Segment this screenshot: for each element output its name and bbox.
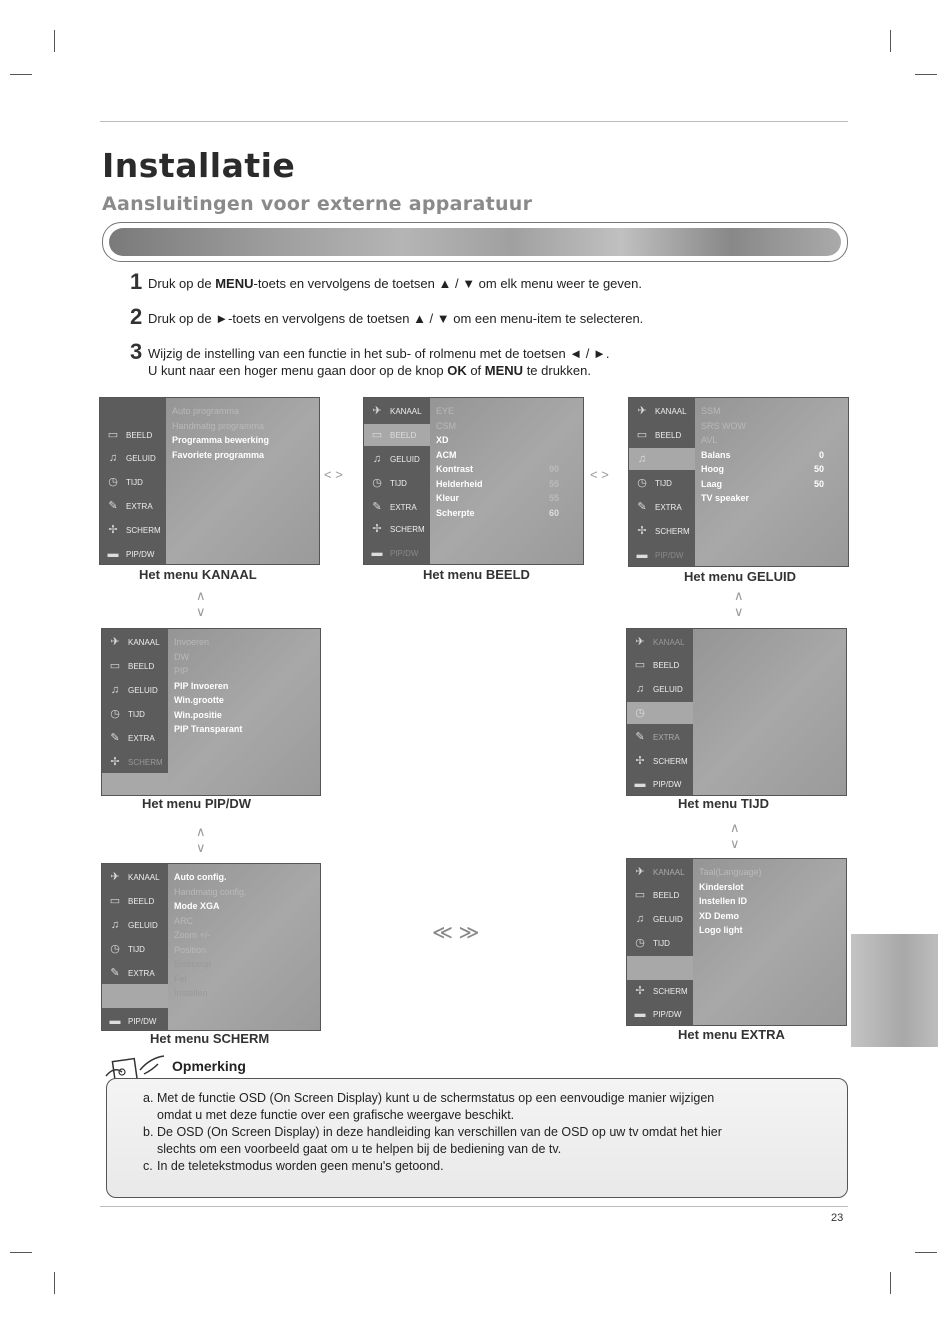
tab-pipdw[interactable]: ▬ PIP/DW xyxy=(371,547,419,559)
menu-scherm xyxy=(101,863,321,1031)
pip-icon xyxy=(108,778,122,790)
menu-item[interactable]: Position xyxy=(174,944,207,955)
wrench-icon: ✎ xyxy=(635,731,645,743)
menu-extra xyxy=(626,858,847,1026)
picture-icon: ▭ xyxy=(109,660,121,672)
arrow-big: ≪ ≫ xyxy=(432,922,480,944)
menu-item[interactable]: Zoom +/- xyxy=(174,930,211,940)
menu-item[interactable]: Handmatig config. xyxy=(174,886,247,897)
menu-geluid xyxy=(628,397,849,567)
tab-pipdw[interactable]: ▬ PIP/DW xyxy=(634,1008,682,1020)
caption-tijd: Het menu TIJD xyxy=(678,796,770,811)
menu-item[interactable]: TV speaker xyxy=(701,493,750,503)
menu-item[interactable]: SSM xyxy=(701,406,721,416)
menu-item[interactable]: Laag 50 xyxy=(701,478,824,489)
clock-icon: ◷ xyxy=(637,477,647,489)
menu-item[interactable]: SRS WOW xyxy=(701,420,746,431)
arrow-down: ∨ xyxy=(730,836,740,851)
tab-beeld[interactable]: ▭ BEELD xyxy=(107,429,153,441)
tab-pipdw[interactable]: ▬ PIP/DW xyxy=(109,1015,157,1027)
section-bar xyxy=(102,222,848,262)
antenna-icon: ✈ xyxy=(637,405,647,417)
menu-kanaal xyxy=(99,397,320,565)
note-heading: Opmerking xyxy=(172,1058,246,1074)
wrench-icon: ✎ xyxy=(108,500,118,512)
menu-items xyxy=(436,404,579,520)
note-line: c. In de teletekstmodus worden geen menu's getoond. xyxy=(143,1159,444,1173)
tab-kanaal[interactable]: ✈ KANAAL xyxy=(364,400,430,422)
pip-icon: ▬ xyxy=(634,1008,646,1020)
crop-mark xyxy=(915,74,937,75)
menu-item[interactable]: Instellen ID xyxy=(699,896,748,906)
tab-beeld[interactable]: ▭ BEELD xyxy=(364,424,430,446)
arrow-horizontal: < > xyxy=(590,467,609,482)
menu-item[interactable]: Kinderslot xyxy=(699,881,744,892)
wrench-icon: ✎ xyxy=(110,967,120,979)
screen-icon: ✢ xyxy=(108,524,118,536)
note-line: b. De OSD (On Screen Display) in deze handleiding kan verschillen van de OSD op uw tv omdat het hier xyxy=(143,1125,722,1139)
menu-item[interactable]: AVL xyxy=(701,435,718,445)
menu-item[interactable]: XD Demo xyxy=(699,910,740,921)
menu-item[interactable]: Mode XGA xyxy=(174,901,220,911)
menu-pipdw xyxy=(101,628,321,796)
caption-kanaal: Het menu KANAAL xyxy=(139,567,257,582)
screen-icon: ✢ xyxy=(110,756,120,768)
menu-items xyxy=(172,404,315,462)
menu-item[interactable]: Fel xyxy=(174,973,187,984)
speaker-icon: ♫ xyxy=(372,453,382,465)
arrow-down: ∨ xyxy=(196,840,206,855)
menu-item[interactable]: Win.grootte xyxy=(174,695,224,705)
menu-item[interactable]: DW xyxy=(174,651,189,662)
crop-mark xyxy=(10,1252,32,1253)
speaker-icon: ♫ xyxy=(637,453,647,465)
clock-icon: ◷ xyxy=(108,476,118,488)
tab-geluid[interactable]: ♫ GELUID xyxy=(627,678,693,700)
speaker-icon: ♫ xyxy=(108,452,118,464)
screen-icon xyxy=(108,990,122,1002)
screen-icon: ✢ xyxy=(637,525,647,537)
tab-beeld[interactable]: ▭ BEELD xyxy=(109,660,155,672)
speaker-icon: ♫ xyxy=(110,919,120,931)
tab-beeld[interactable]: ▭ BEELD xyxy=(109,895,155,907)
crop-mark xyxy=(890,1272,891,1294)
caption-scherm: Het menu SCHERM xyxy=(150,1031,270,1046)
menu-item[interactable]: ACM xyxy=(436,449,457,460)
menu-item[interactable]: PIP Transparant xyxy=(174,724,243,734)
menu-item[interactable]: Kontrast 90 xyxy=(436,464,559,474)
picture-icon: ▭ xyxy=(109,895,121,907)
menu-item[interactable]: Balans 0 xyxy=(701,449,824,460)
antenna-icon: ✈ xyxy=(635,866,645,878)
screen-icon: ✢ xyxy=(372,523,382,535)
page-number: 23 xyxy=(831,1212,844,1224)
tab-scherm[interactable]: ✢ SCHERM xyxy=(629,520,695,542)
crop-mark xyxy=(54,30,55,52)
menu-item[interactable]: PIP Invoeren xyxy=(174,680,229,691)
arrow-down: ∨ xyxy=(196,604,206,619)
arrow-up: ∧ xyxy=(196,824,206,839)
menu-item[interactable]: EYE xyxy=(436,406,455,416)
tab-extra[interactable]: ✎ EXTRA xyxy=(627,726,693,748)
menu-item[interactable]: Handmatig programma xyxy=(172,420,265,431)
menu-item[interactable]: Kleur 55 xyxy=(436,493,559,503)
crop-mark xyxy=(890,30,891,52)
clock-icon: ◷ xyxy=(372,477,382,489)
crop-mark xyxy=(54,1272,55,1294)
picture-icon: ▭ xyxy=(634,889,646,901)
menu-item[interactable]: Favoriete programma xyxy=(172,449,265,460)
tab-kanaal[interactable]: ✈ KANAAL xyxy=(627,631,693,653)
note-line: a. Met de functie OSD (On Screen Display) kunt u de schermstatus op een eenvoudige manier wijzigen xyxy=(143,1091,715,1105)
clock-icon: ◷ xyxy=(635,937,645,949)
wrench-icon: ✎ xyxy=(372,501,382,513)
tab-scherm[interactable] xyxy=(102,984,168,1008)
tab-kanaal[interactable]: ✈ KANAAL xyxy=(629,400,695,422)
menu-items xyxy=(174,870,316,1001)
tab-tijd[interactable]: ◷ TIJD xyxy=(100,471,166,493)
menu-beeld xyxy=(363,397,584,565)
wrench-icon: ✎ xyxy=(110,732,120,744)
screen-icon: ✢ xyxy=(635,985,645,997)
menu-item[interactable]: Invoeren xyxy=(174,637,210,647)
antenna-icon: ✈ xyxy=(110,636,120,648)
menu-tijd xyxy=(626,628,847,796)
menu-item[interactable]: Instellen xyxy=(174,988,208,998)
tab-geluid[interactable]: ♫ GELUID xyxy=(364,448,430,470)
tab-kanaal[interactable]: ✈ KANAAL xyxy=(102,631,168,653)
tab-geluid[interactable]: ♫ GELUID xyxy=(100,447,166,469)
menu-item[interactable]: Helderheid 55 xyxy=(436,478,559,489)
picture-icon: ▭ xyxy=(634,659,646,671)
tab-scherm[interactable]: ✢ SCHERM xyxy=(627,980,693,1002)
antenna-icon: ✈ xyxy=(372,405,382,417)
tab-beeld[interactable]: ▭ BEELD xyxy=(634,889,680,901)
caption-pipdw: Het menu PIP/DW xyxy=(142,796,252,811)
caption-beeld: Het menu BEELD xyxy=(423,567,530,582)
tab-scherm[interactable]: ✢ SCHERM xyxy=(627,750,693,772)
clock-icon: ◷ xyxy=(110,943,120,955)
menu-item[interactable]: Taal(Language) xyxy=(699,867,762,877)
tab-beeld[interactable]: ▭ BEELD xyxy=(636,429,682,441)
tab-extra[interactable]: ✎ EXTRA xyxy=(364,496,430,518)
pip-icon: ▬ xyxy=(109,1015,121,1027)
picture-icon: ▭ xyxy=(107,429,119,441)
tab-pipdw[interactable]: ▬ PIP/DW xyxy=(634,778,682,790)
menu-items xyxy=(701,404,844,506)
wrench-icon xyxy=(633,962,647,974)
menu-item[interactable]: Logo light xyxy=(699,925,743,935)
pip-icon: ▬ xyxy=(636,549,648,561)
page-title: Installatie xyxy=(102,146,296,185)
speaker-icon: ♫ xyxy=(635,913,645,925)
arrow-horizontal: < > xyxy=(324,467,343,482)
tab-tijd[interactable]: ◷ TIJD xyxy=(102,938,168,960)
tab-tijd[interactable]: ◷ TIJD xyxy=(364,472,430,494)
tab-tijd[interactable]: ◷ TIJD xyxy=(102,703,168,725)
tab-geluid[interactable]: ♫ GELUID xyxy=(102,914,168,936)
pip-icon: ▬ xyxy=(107,548,119,560)
menu-item[interactable]: Win.positie xyxy=(174,709,222,720)
tab-tijd[interactable]: ◷ TIJD xyxy=(627,932,693,954)
page-edge-tab xyxy=(851,934,938,1047)
antenna-icon: ✈ xyxy=(635,636,645,648)
tab-tijd[interactable]: ◷ TIJD xyxy=(629,472,695,494)
top-rule xyxy=(100,121,848,122)
tab-geluid[interactable] xyxy=(629,448,695,470)
tab-extra[interactable]: ✎ EXTRA xyxy=(100,495,166,517)
caption-extra: Het menu EXTRA xyxy=(678,1027,785,1042)
tab-beeld[interactable]: ▭ BEELD xyxy=(634,659,680,671)
menu-item[interactable]: Hoog 50 xyxy=(701,464,824,474)
tab-tijd[interactable] xyxy=(627,702,693,724)
tab-geluid[interactable]: ♫ GELUID xyxy=(627,908,693,930)
tab-pipdw[interactable]: ▬ PIP/DW xyxy=(636,549,684,561)
pip-icon: ▬ xyxy=(371,547,383,559)
menu-item[interactable]: Programma bewerking xyxy=(172,435,270,445)
arrow-down: ∨ xyxy=(734,604,744,619)
speaker-icon: ♫ xyxy=(110,684,120,696)
clock-icon: ◷ xyxy=(110,708,120,720)
tab-extra[interactable] xyxy=(627,956,693,980)
menu-item[interactable]: XD xyxy=(436,435,449,445)
tab-extra[interactable]: ✎ EXTRA xyxy=(102,962,168,984)
menu-item[interactable]: Auto config. xyxy=(174,872,227,882)
tab-extra[interactable]: ✎ EXTRA xyxy=(102,727,168,749)
menu-item[interactable]: PIP xyxy=(174,666,189,676)
tab-scherm[interactable]: ✢ SCHERM xyxy=(100,519,166,541)
menu-item[interactable]: CSM xyxy=(436,420,456,431)
menu-item[interactable]: ARC xyxy=(174,915,194,926)
arrow-up: ∧ xyxy=(196,588,206,603)
tab-scherm[interactable]: ✢ SCHERM xyxy=(364,518,430,540)
pip-icon: ▬ xyxy=(634,778,646,790)
bottom-rule xyxy=(100,1206,848,1207)
arrow-up: ∧ xyxy=(730,820,740,835)
menu-items xyxy=(699,865,842,938)
tab-kanaal[interactable]: ✈ KANAAL xyxy=(102,866,168,888)
wrench-icon: ✎ xyxy=(637,501,647,513)
tab-kanaal[interactable]: ✈ KANAAL xyxy=(627,861,693,883)
menu-item[interactable]: Scherpte 60 xyxy=(436,507,559,518)
speaker-icon: ♫ xyxy=(635,683,645,695)
arrow-up: ∧ xyxy=(734,588,744,603)
crop-mark xyxy=(10,74,32,75)
caption-geluid: Het menu GELUID xyxy=(684,569,796,584)
note-line: omdat u met deze functie over een grafische weergave beschikt. xyxy=(157,1108,515,1122)
note-line: slechts om een voorbeeld gaat om u te helpen bij de bediening van de tv. xyxy=(157,1142,562,1156)
crop-mark xyxy=(915,1252,937,1253)
picture-icon: ▭ xyxy=(371,429,383,441)
tab-geluid[interactable]: ♫ GELUID xyxy=(102,679,168,701)
clock-icon: ◷ xyxy=(635,707,645,719)
picture-icon: ▭ xyxy=(636,429,648,441)
menu-items xyxy=(174,635,316,737)
tab-pipdw[interactable]: ▬ PIP/DW xyxy=(107,548,155,560)
page-subtitle: Aansluitingen voor externe apparatuur xyxy=(102,193,533,215)
antenna-icon: ✈ xyxy=(110,871,120,883)
tab-scherm[interactable]: ✢ SCHERM xyxy=(102,751,168,773)
tab-extra[interactable]: ✎ EXTRA xyxy=(629,496,695,518)
menu-item[interactable]: Auto programma xyxy=(172,406,240,416)
tab-pipdw[interactable] xyxy=(102,773,168,795)
screen-icon: ✢ xyxy=(635,755,645,767)
menu-item[interactable]: Bioscoop xyxy=(174,959,212,969)
